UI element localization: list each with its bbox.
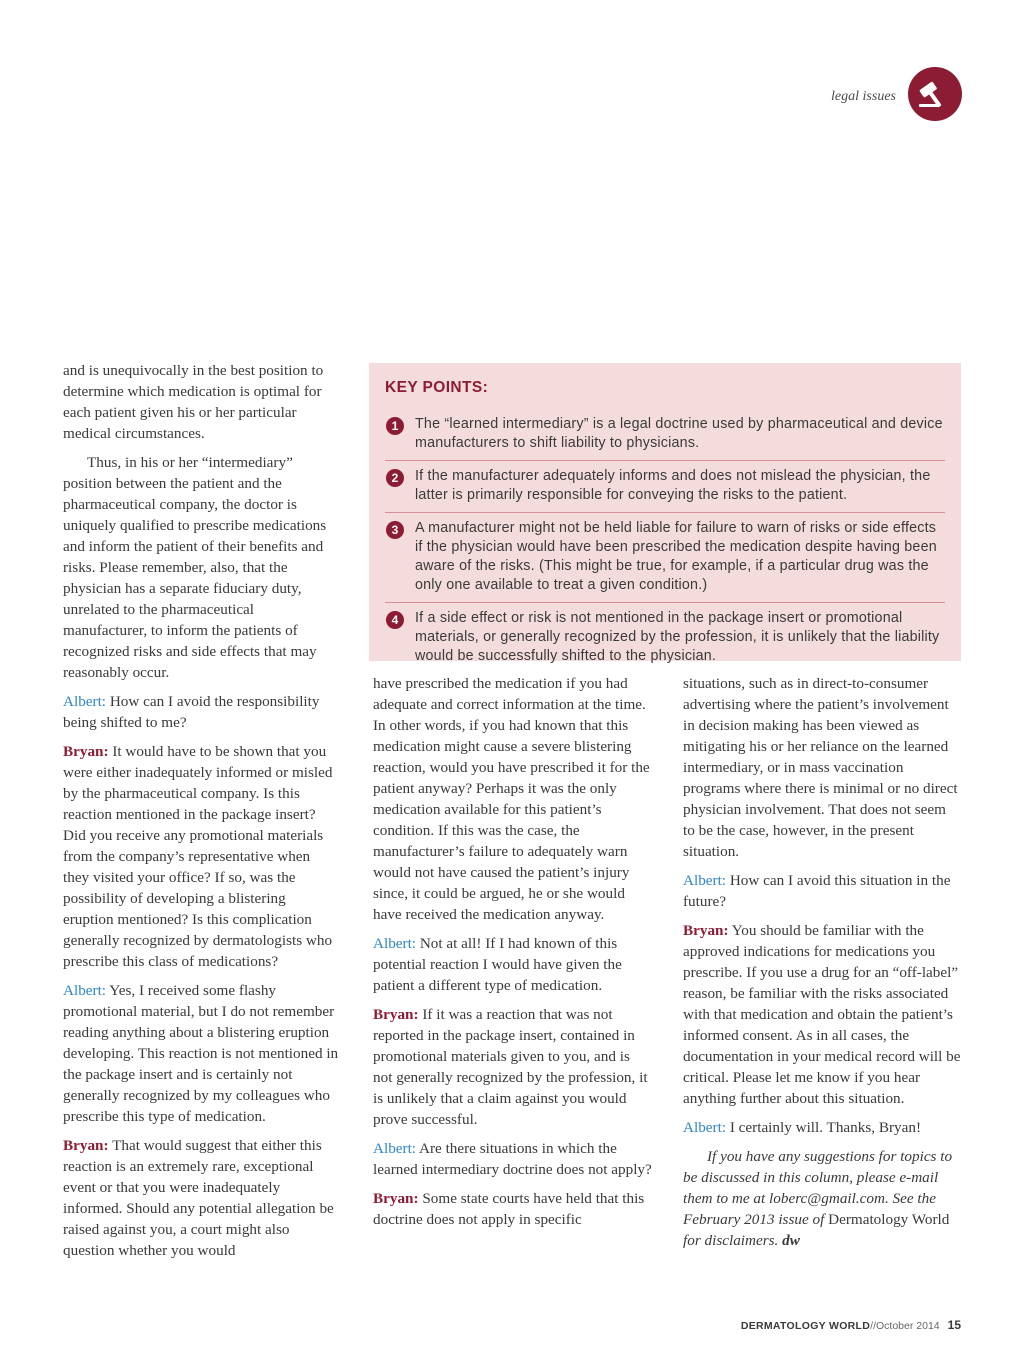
speaker-bryan: Bryan: xyxy=(373,1006,419,1023)
signature: dw xyxy=(782,1232,800,1249)
speaker-albert: Albert: xyxy=(63,693,107,710)
dialogue-albert xyxy=(63,980,339,1127)
speaker-albert: Albert: xyxy=(683,872,727,889)
dialogue-text: That would suggest that either this reaction is an extremely rare, exceptional event or that you were inadequately informed. Should any potential allegation be raised against you, a court might also question whether you would xyxy=(63,1137,334,1259)
speaker-bryan: Bryan: xyxy=(683,922,729,939)
dialogue-albert xyxy=(373,1138,653,1180)
key-point-item xyxy=(385,409,945,461)
dialogue-albert xyxy=(683,1117,961,1138)
speaker-albert: Albert: xyxy=(63,982,107,999)
dialogue-text: How can I avoid the responsibility being shifted to me? xyxy=(63,693,320,731)
key-point-number: 4 xyxy=(386,611,404,629)
dialogue-text: Are there situations in which the learned intermediary doctrine does not apply? xyxy=(373,1140,652,1178)
dialogue-text: Yes, I received some flashy promotional material, but I do not remember reading anything about a blistering eruption developing. This reaction is not mentioned in the package insert and is certainly not generally recognized by my colleagues who prescribe this type of medication. xyxy=(63,982,339,1125)
page-footer xyxy=(741,1318,961,1332)
dialogue-text: You should be familiar with the approved indications for medications you prescribe. If you use a drug for an “off-label” reason, be familiar with the risks associated with that medication and obtain the patient’s informed consent. As in all cases, the documentation in your medical record will be critical. Please let me know if you hear anything further about this situation. xyxy=(683,922,961,1107)
dialogue-text: Not at all! If I had known of this potential reaction I would have given the patient a different type of medication. xyxy=(373,935,622,994)
dialogue-bryan xyxy=(373,1004,653,1130)
paragraph: Thus, in his or her “intermediary” position between the patient and the pharmaceutical company, the doctor is uniquely qualified to prescribe medications and inform the patient of their benefits and risks. Please remember, also, that the physician has a separate fiduciary duty, unrelated to the pharmaceutical manufacturer, to inform the patients of recognized risks and side effects that may reasonably occur. xyxy=(63,454,327,681)
key-point-text: If a side effect or risk is not mentioned in the package insert or promotional materials, or generally recognized by the profession, it is unlikely that the liability would be successfully shifted to the physician. xyxy=(415,610,940,664)
speaker-bryan: Bryan: xyxy=(63,1137,109,1154)
closing-text: for disclaimers. xyxy=(683,1232,779,1249)
section-label: legal issues xyxy=(831,89,896,104)
key-point-item xyxy=(385,461,945,513)
key-point-text: A manufacturer might not be held liable for failure to warn of risks or side effects if the physician would have been prescribed the medication despite having been aware of the risks. (This might be true, for example, if a particular drug was the only one available to treat a given condition.) xyxy=(415,520,937,593)
key-points-box xyxy=(369,363,961,664)
key-point-number: 1 xyxy=(386,417,404,435)
speaker-albert: Albert: xyxy=(683,1119,727,1136)
page-number: 15 xyxy=(947,1318,961,1332)
article-column-3 xyxy=(683,673,961,1259)
speaker-bryan: Bryan: xyxy=(373,1190,419,1207)
dialogue-text: I certainly will. Thanks, Bryan! xyxy=(729,1119,922,1136)
key-points-title: KEY POINTS: xyxy=(385,379,489,396)
key-point-item xyxy=(385,513,945,603)
dialogue-albert xyxy=(373,933,653,996)
speaker-bryan: Bryan: xyxy=(63,743,109,760)
dialogue-bryan xyxy=(63,1135,339,1261)
page-header xyxy=(831,66,962,122)
dialogue-text: It would have to be shown that you were either inadequately informed or misled by the pharmaceutical company. Is this reaction mentioned in the package insert? Did you receive any promotional materials from the company’s representative when they visited your office? If so, was the possibility of developing a blistering eruption mentioned? Is this complication generally recognized by dermatologists who prescribe this class of medications? xyxy=(63,743,333,970)
key-point-text: If the manufacturer adequately informs and does not mislead the physician, the latter is primarily responsible for conveying the risks to the patient. xyxy=(415,468,931,503)
magazine-title: Dermatology World xyxy=(828,1211,950,1228)
gavel-icon xyxy=(908,67,962,121)
paragraph: situations, such as in direct-to-consumer advertising where the patient’s involvement in decision making has been viewed as mitigating his or her reliance on the learned intermediary, or in mass vaccination programs where there is minimal or no direct physician involvement. That does not seem to be the case, however, in the present situation. xyxy=(683,675,958,860)
dialogue-text: Some state courts have held that this doctrine does not apply in specific xyxy=(373,1190,645,1228)
paragraph: and is unequivocally in the best position to determine which medication is optimal for each patient given his or her particular medical circumstances. xyxy=(63,362,324,442)
dialogue-text: How can I avoid this situation in the future? xyxy=(683,872,951,910)
dialogue-albert xyxy=(63,691,339,733)
paragraph: have prescribed the medication if you had adequate and correct information at the time. In other words, if you had known that this medication might cause a severe blistering reaction, would you have prescribed it for the patient anyway? Perhaps it was the only medication available for this patient’s condition. If this was the case, the manufacturer’s failure to adequately warn would not have caused the patient’s injury since, it could be argued, he or she would have received the medication anyway. xyxy=(373,675,650,923)
key-point-item xyxy=(385,603,945,673)
key-point-text: The “learned intermediary” is a legal doctrine used by pharmaceutical and device manufacturers to shift liability to physicians. xyxy=(415,416,943,451)
footer-issue: //October 2014 xyxy=(870,1320,940,1332)
speaker-albert: Albert: xyxy=(373,1140,417,1157)
closing-text: If you have any suggestions for topics to be discussed in this column, please e-mail them to me at loberc@gmail.com. See the February 2013 issue of xyxy=(683,1148,953,1228)
dialogue-text: If it was a reaction that was not reported in the package insert, contained in promotional materials given to you, and is not generally recognized by the profession, it is unlikely that a claim against you would prove successful. xyxy=(373,1006,648,1128)
dialogue-bryan xyxy=(683,920,961,1109)
dialogue-albert xyxy=(683,870,961,912)
article-column-2 xyxy=(373,673,653,1238)
dialogue-bryan xyxy=(373,1188,653,1230)
footer-magazine: DERMATOLOGY WORLD xyxy=(740,1320,871,1332)
speaker-albert: Albert: xyxy=(373,935,417,952)
dialogue-bryan xyxy=(63,741,339,972)
key-point-number: 3 xyxy=(386,521,404,539)
closing-note xyxy=(683,1146,961,1251)
article-column-1 xyxy=(63,360,339,1269)
key-point-number: 2 xyxy=(386,469,404,487)
